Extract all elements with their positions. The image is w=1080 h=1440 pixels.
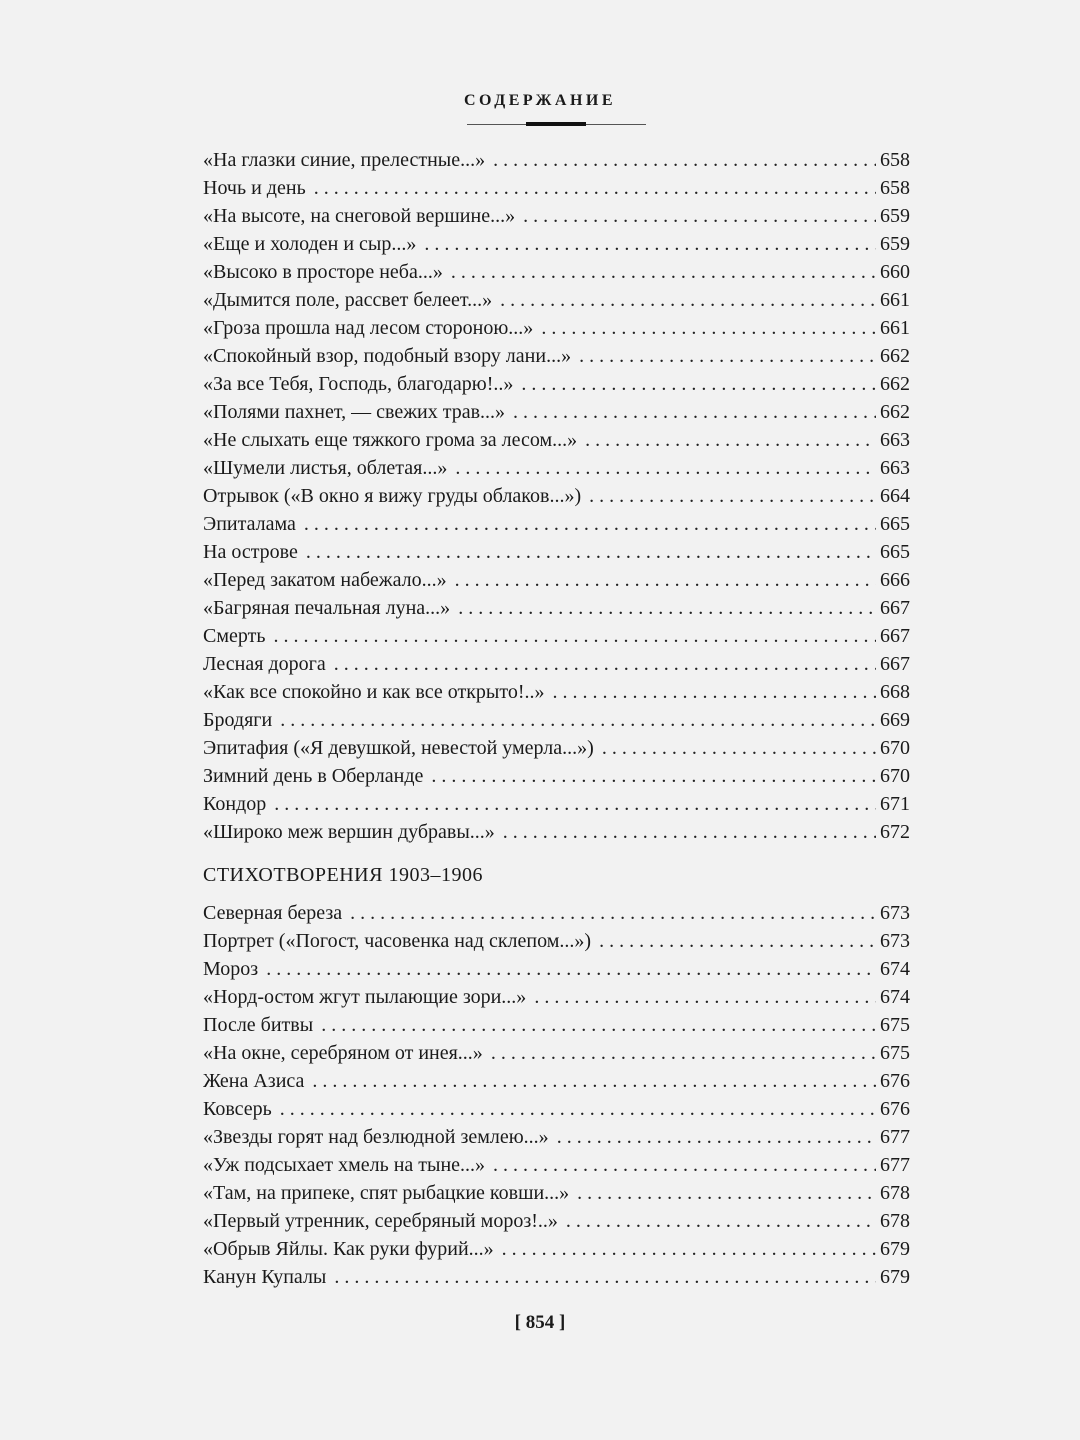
- toc-leader-dots: [493, 1151, 876, 1179]
- toc-entry-title: «Высоко в просторе неба...»: [203, 261, 443, 283]
- toc-entry: [203, 370, 910, 398]
- toc-entry-title: «Широко меж вершин дубравы...»: [203, 821, 495, 843]
- toc-leader-dots: [566, 1207, 876, 1235]
- toc-leader-dots: [304, 510, 876, 538]
- toc-entry-title: Мороз: [203, 958, 259, 980]
- toc-entry-page: 671: [880, 793, 910, 815]
- toc-entry-title: «На высоте, на снеговой вершине...»: [203, 205, 516, 227]
- toc-leader-dots: [503, 818, 876, 846]
- toc-leader-dots: [274, 790, 876, 818]
- toc-entry-title: Смерть: [203, 625, 266, 647]
- toc-leader-dots: [321, 1011, 876, 1039]
- toc-entry-title: «Там, на припеке, спят рыбацкие ковши...»: [203, 1182, 570, 1204]
- toc-entry-page: 679: [880, 1238, 910, 1260]
- toc-entry-title: «Еще и холоден и сыр...»: [203, 233, 417, 255]
- toc-entry-title: Отрывок («В окно я вижу груды облаков...»): [203, 485, 582, 507]
- toc-entry-page: 665: [880, 541, 910, 563]
- toc-leader-dots: [521, 370, 876, 398]
- running-header: СОДЕРЖАНИЕ: [463, 92, 617, 109]
- toc-leader-dots: [280, 706, 876, 734]
- toc-entry-title: «Гроза прошла над лесом стороною...»: [203, 317, 534, 339]
- toc-entry-page: 667: [880, 625, 910, 647]
- toc-entry: [203, 1235, 910, 1263]
- toc-entry: [203, 1263, 910, 1291]
- toc-leader-dots: [579, 342, 876, 370]
- toc-entry-title: «За все Тебя, Господь, благодарю!..»: [203, 373, 514, 395]
- toc-entry-page: 670: [880, 737, 910, 759]
- toc-leader-dots: [557, 1123, 876, 1151]
- toc-entry-title: Эпитафия («Я девушкой, невестой умерла...»): [203, 737, 594, 759]
- header-rule-thick: [526, 122, 586, 126]
- toc-entry: [203, 174, 910, 202]
- toc-entry-page: 662: [880, 373, 910, 395]
- toc-entry: [203, 1067, 910, 1095]
- toc-entry-page: 676: [880, 1070, 910, 1092]
- toc-leader-dots: [599, 927, 876, 955]
- toc-leader-dots: [350, 899, 876, 927]
- toc-leader-dots: [585, 426, 876, 454]
- toc-entry-title: «Перед закатом набежало...»: [203, 569, 447, 591]
- toc-entry-title: «Шумели листья, облетая...»: [203, 457, 448, 479]
- toc-entry-title: «Норд-остом жгут пылающие зори...»: [203, 986, 527, 1008]
- toc-entry-title: «На окне, серебряном от инея...»: [203, 1042, 483, 1064]
- toc-entry: [203, 762, 910, 790]
- toc-entry-page: 679: [880, 1266, 910, 1288]
- toc-entry-page: 661: [880, 289, 910, 311]
- toc-entry: [203, 1207, 910, 1235]
- toc-entry-page: 675: [880, 1014, 910, 1036]
- toc-entry-title: «Не слыхать еще тяжкого грома за лесом...»: [203, 429, 578, 451]
- toc-leader-dots: [266, 955, 876, 983]
- toc-entry: [203, 258, 910, 286]
- toc-entry-page: 676: [880, 1098, 910, 1120]
- toc-entry-page: 674: [880, 958, 910, 980]
- toc-entry-title: Канун Купалы: [203, 1266, 327, 1288]
- toc-entry-page: 660: [880, 261, 910, 283]
- page-number: [ 854 ]: [514, 1312, 566, 1333]
- toc-entry: [203, 1039, 910, 1067]
- toc-entry-page: 675: [880, 1042, 910, 1064]
- toc-entry: [203, 983, 910, 1011]
- toc-entry: [203, 454, 910, 482]
- toc-leader-dots: [491, 1039, 876, 1067]
- toc-entry-page: 662: [880, 401, 910, 423]
- toc-entry-title: «Звезды горят над безлюдной землею...»: [203, 1126, 549, 1148]
- toc-leader-dots: [513, 398, 876, 426]
- toc-entry: [203, 734, 910, 762]
- toc-entry: [203, 790, 910, 818]
- toc-entry: [203, 955, 910, 983]
- toc-entry-page: 665: [880, 513, 910, 535]
- toc-entry-page: 669: [880, 709, 910, 731]
- toc-entry: [203, 650, 910, 678]
- toc-entry: [203, 398, 910, 426]
- toc-leader-dots: [577, 1179, 876, 1207]
- toc-leader-dots: [306, 538, 876, 566]
- toc-leader-dots: [451, 258, 876, 286]
- toc-leader-dots: [431, 762, 876, 790]
- toc-entry-title: После битвы: [203, 1014, 314, 1036]
- toc-entry: [203, 1179, 910, 1207]
- toc-entry-page: 674: [880, 986, 910, 1008]
- toc-entry-page: 662: [880, 345, 910, 367]
- toc-entry-page: 658: [880, 177, 910, 199]
- toc-entry: [203, 314, 910, 342]
- toc-entry: [203, 706, 910, 734]
- toc-entry: [203, 482, 910, 510]
- toc-entry-title: «Дымится поле, рассвет белеет...»: [203, 289, 493, 311]
- toc-entry-title: Ночь и день: [203, 177, 306, 199]
- toc-entry-page: 663: [880, 457, 910, 479]
- toc-entry-page: 673: [880, 930, 910, 952]
- toc-list-bottom: [203, 899, 910, 1291]
- toc-entry: [203, 202, 910, 230]
- toc-leader-dots: [589, 482, 876, 510]
- toc-leader-dots: [552, 678, 876, 706]
- toc-entry-title: Северная береза: [203, 902, 343, 924]
- toc-entry-title: «Полями пахнет, — свежих трав...»: [203, 401, 506, 423]
- toc-entry: [203, 342, 910, 370]
- toc-entry-title: Портрет («Погост, часовенка над склепом...»): [203, 930, 592, 952]
- toc-leader-dots: [280, 1095, 876, 1123]
- toc-entry: [203, 594, 910, 622]
- toc-entry-title: Лесная дорога: [203, 653, 326, 675]
- toc-entry-title: «Багряная печальная луна...»: [203, 597, 451, 619]
- toc-entry-title: «Обрыв Яйлы. Как руки фурий...»: [203, 1238, 494, 1260]
- toc-entry-title: «Как все спокойно и как все открыто!..»: [203, 681, 545, 703]
- toc-entry-page: 659: [880, 233, 910, 255]
- toc-entry-page: 672: [880, 821, 910, 843]
- toc-leader-dots: [455, 454, 876, 482]
- toc-leader-dots: [424, 230, 876, 258]
- toc-entry-title: Эпиталама: [203, 513, 296, 535]
- toc-entry: [203, 1151, 910, 1179]
- toc-entry: [203, 566, 910, 594]
- toc-leader-dots: [500, 286, 876, 314]
- toc-entry-page: 668: [880, 681, 910, 703]
- toc-list-top: [203, 146, 910, 846]
- toc-entry-page: 670: [880, 765, 910, 787]
- toc-entry: [203, 510, 910, 538]
- toc-entry-page: 661: [880, 317, 910, 339]
- toc-entry-page: 673: [880, 902, 910, 924]
- toc-entry: [203, 1123, 910, 1151]
- toc-entry: [203, 899, 910, 927]
- toc-leader-dots: [455, 566, 876, 594]
- toc-leader-dots: [273, 622, 876, 650]
- toc-entry-page: 658: [880, 149, 910, 171]
- toc-leader-dots: [312, 1067, 876, 1095]
- toc-leader-dots: [602, 734, 876, 762]
- toc-entry-page: 678: [880, 1210, 910, 1232]
- toc-entry: [203, 818, 910, 846]
- toc-entry: [203, 927, 910, 955]
- toc-entry: [203, 622, 910, 650]
- toc-entry-page: 666: [880, 569, 910, 591]
- toc-entry-page: 659: [880, 205, 910, 227]
- toc-entry-page: 667: [880, 653, 910, 675]
- toc-entry: [203, 1011, 910, 1039]
- toc-entry-page: 678: [880, 1182, 910, 1204]
- toc-entry-title: Бродяги: [203, 709, 273, 731]
- toc-leader-dots: [534, 983, 876, 1011]
- section-heading: СТИХОТВОРЕНИЯ 1903–1906: [203, 864, 483, 886]
- toc-leader-dots: [334, 1263, 876, 1291]
- toc-entry-title: «Спокойный взор, подобный взору лани...»: [203, 345, 572, 367]
- toc-entry: [203, 146, 910, 174]
- toc-leader-dots: [523, 202, 876, 230]
- toc-entry-title: Ковсерь: [203, 1098, 272, 1120]
- toc-entry-page: 663: [880, 429, 910, 451]
- toc-entry: [203, 426, 910, 454]
- toc-entry-title: Жена Азиса: [203, 1070, 305, 1092]
- toc-entry-title: «На глазки синие, прелестные...»: [203, 149, 486, 171]
- toc-entry: [203, 286, 910, 314]
- toc-leader-dots: [334, 650, 876, 678]
- toc-leader-dots: [314, 174, 876, 202]
- toc-entry-title: На острове: [203, 541, 298, 563]
- toc-entry: [203, 1095, 910, 1123]
- toc-entry: [203, 678, 910, 706]
- toc-entry-title: Кондор: [203, 793, 267, 815]
- toc-entry: [203, 230, 910, 258]
- toc-leader-dots: [493, 146, 876, 174]
- toc-leader-dots: [458, 594, 876, 622]
- toc-entry-page: 677: [880, 1126, 910, 1148]
- toc-entry-title: «Уж подсыхает хмель на тыне...»: [203, 1154, 486, 1176]
- toc-entry-page: 677: [880, 1154, 910, 1176]
- toc-entry-title: «Первый утренник, серебряный мороз!..»: [203, 1210, 558, 1232]
- toc-entry-page: 664: [880, 485, 910, 507]
- toc-leader-dots: [541, 314, 876, 342]
- toc-entry-page: 667: [880, 597, 910, 619]
- toc-leader-dots: [502, 1235, 876, 1263]
- toc-entry: [203, 538, 910, 566]
- toc-entry-title: Зимний день в Оберланде: [203, 765, 424, 787]
